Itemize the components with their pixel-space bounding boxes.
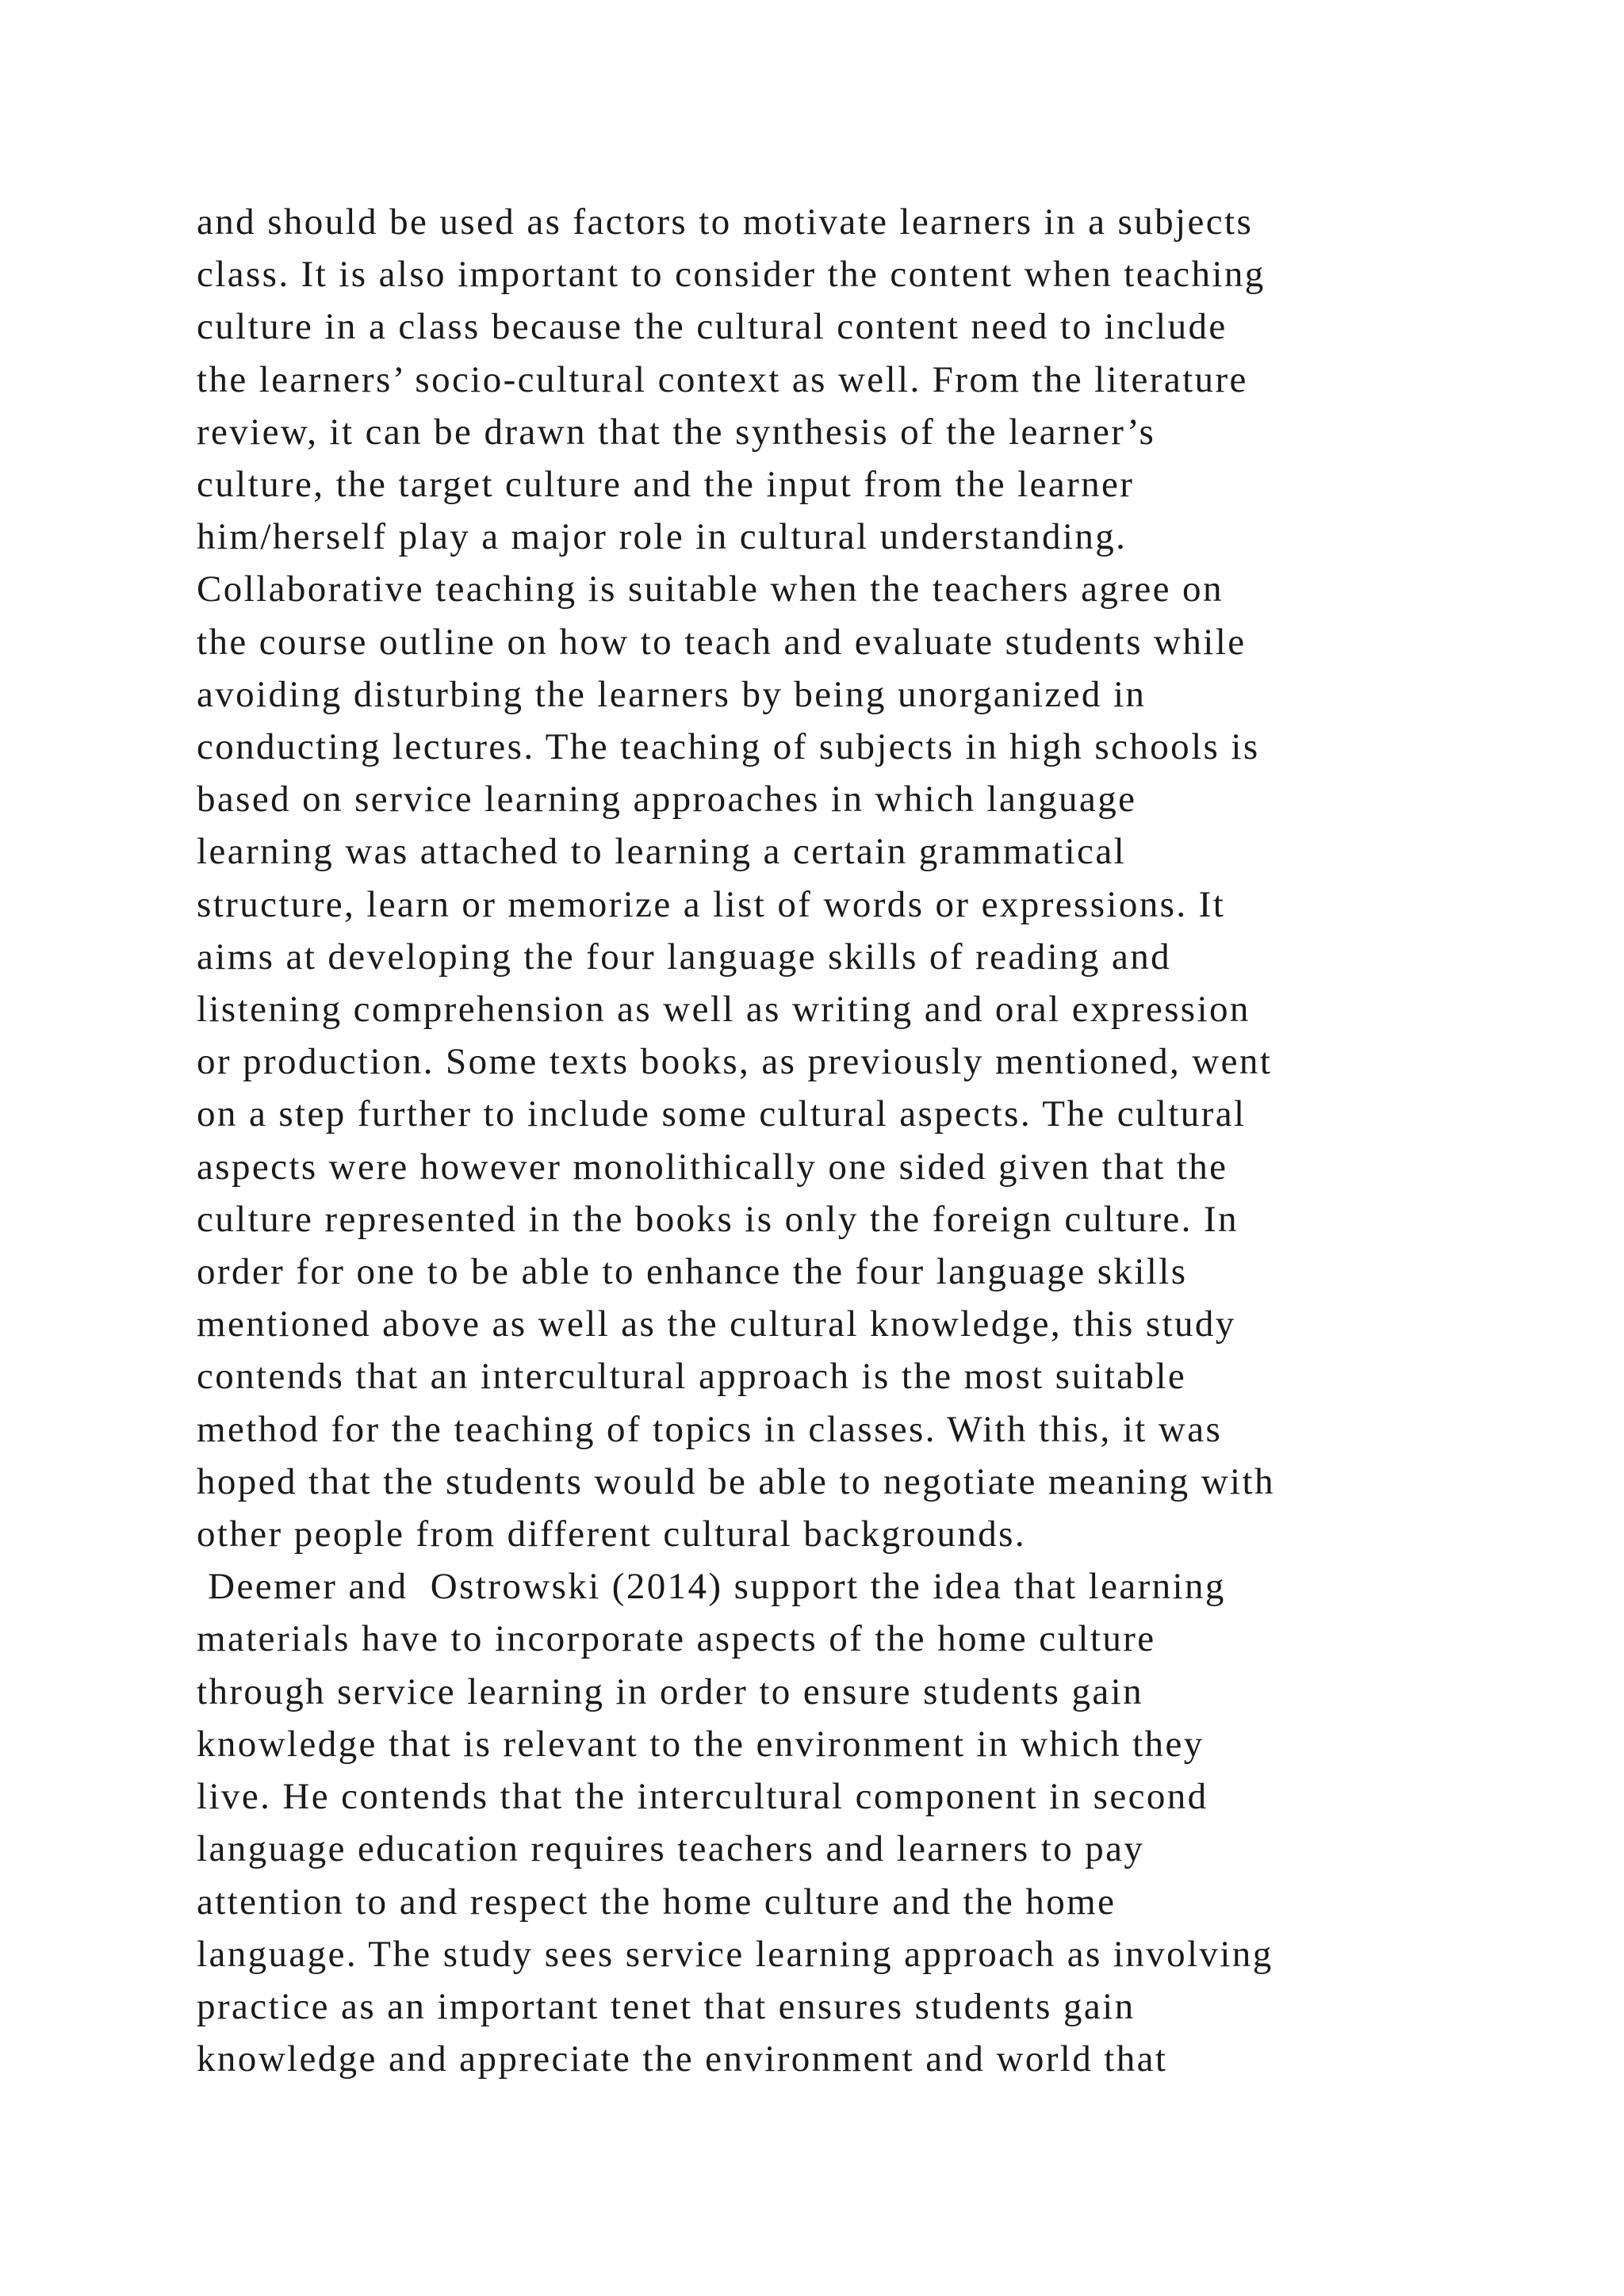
text-line: class. It is also important to consider the content when teaching bbox=[197, 254, 1266, 296]
text-line: hoped that the students would be able to negotiate meaning with bbox=[197, 1460, 1275, 1502]
text-line: aims at developing the four language skills of reading and bbox=[197, 936, 1172, 978]
text-line: the course outline on how to teach and evaluate students while bbox=[197, 621, 1247, 663]
text-line: culture represented in the books is only the foreign culture. In bbox=[197, 1198, 1239, 1240]
text-line: Collaborative teaching is suitable when the teachers agree on bbox=[197, 568, 1224, 610]
text-line: based on service learning approaches in which language bbox=[197, 779, 1137, 821]
text-line: order for one to be able to enhance the four language skills bbox=[197, 1251, 1188, 1293]
text-line: aspects were however monolithically one sided given that the bbox=[197, 1146, 1228, 1188]
text-line: culture, the target culture and the input from the learner bbox=[197, 464, 1135, 506]
text-line: through service learning in order to ensure students gain bbox=[197, 1670, 1144, 1712]
text-line: method for the teaching of topics in classes. With this, it was bbox=[197, 1408, 1223, 1450]
text-line: Deemer and Ostrowski (2014) support the idea that learning bbox=[197, 1566, 1226, 1608]
text-line: live. He contends that the intercultural component in second bbox=[197, 1776, 1208, 1818]
text-line: language education requires teachers and learners to pay bbox=[197, 1828, 1145, 1870]
text-line: contends that an intercultural approach is the most suitable bbox=[197, 1356, 1187, 1398]
text-line: knowledge that is relevant to the environment in which they bbox=[197, 1723, 1205, 1765]
text-line: mentioned above as well as the cultural knowledge, this study bbox=[197, 1303, 1236, 1345]
text-line: materials have to incorporate aspects of the home culture bbox=[197, 1618, 1156, 1660]
text-line: conducting lectures. The teaching of subjects in high schools is bbox=[197, 726, 1260, 768]
text-line: listening comprehension as well as writing and oral expression bbox=[197, 989, 1251, 1031]
text-line: practice as an important tenet that ensures students gain bbox=[197, 1985, 1136, 2027]
text-line: on a step further to include some cultural aspects. The cultural bbox=[197, 1093, 1247, 1135]
text-line: structure, learn or memorize a list of words or expressions. It bbox=[197, 883, 1226, 925]
text-line: avoiding disturbing the learners by being unorganized in bbox=[197, 673, 1147, 715]
text-line: knowledge and appreciate the environment and world that bbox=[197, 2038, 1168, 2080]
text-line: culture in a class because the cultural content need to include bbox=[197, 306, 1228, 348]
text-line: review, it can be drawn that the synthesis of the learner’s bbox=[197, 411, 1156, 453]
text-line: or production. Some texts books, as previously mentioned, went bbox=[197, 1041, 1273, 1083]
text-line: and should be used as factors to motivate learners in a subjects bbox=[197, 201, 1254, 243]
text-line: attention to and respect the home culture and the home bbox=[197, 1881, 1116, 1923]
text-line: learning was attached to learning a certain grammatical bbox=[197, 831, 1127, 873]
text-line: other people from different cultural backgrounds. bbox=[197, 1513, 1026, 1556]
text-line: language. The study sees service learning approach as involving bbox=[197, 1933, 1274, 1975]
text-line: him/herself play a major role in cultural understanding. bbox=[197, 516, 1128, 558]
text-line: the learners’ socio-cultural context as well. From the literature bbox=[197, 358, 1248, 400]
body-text bbox=[197, 196, 1497, 2085]
